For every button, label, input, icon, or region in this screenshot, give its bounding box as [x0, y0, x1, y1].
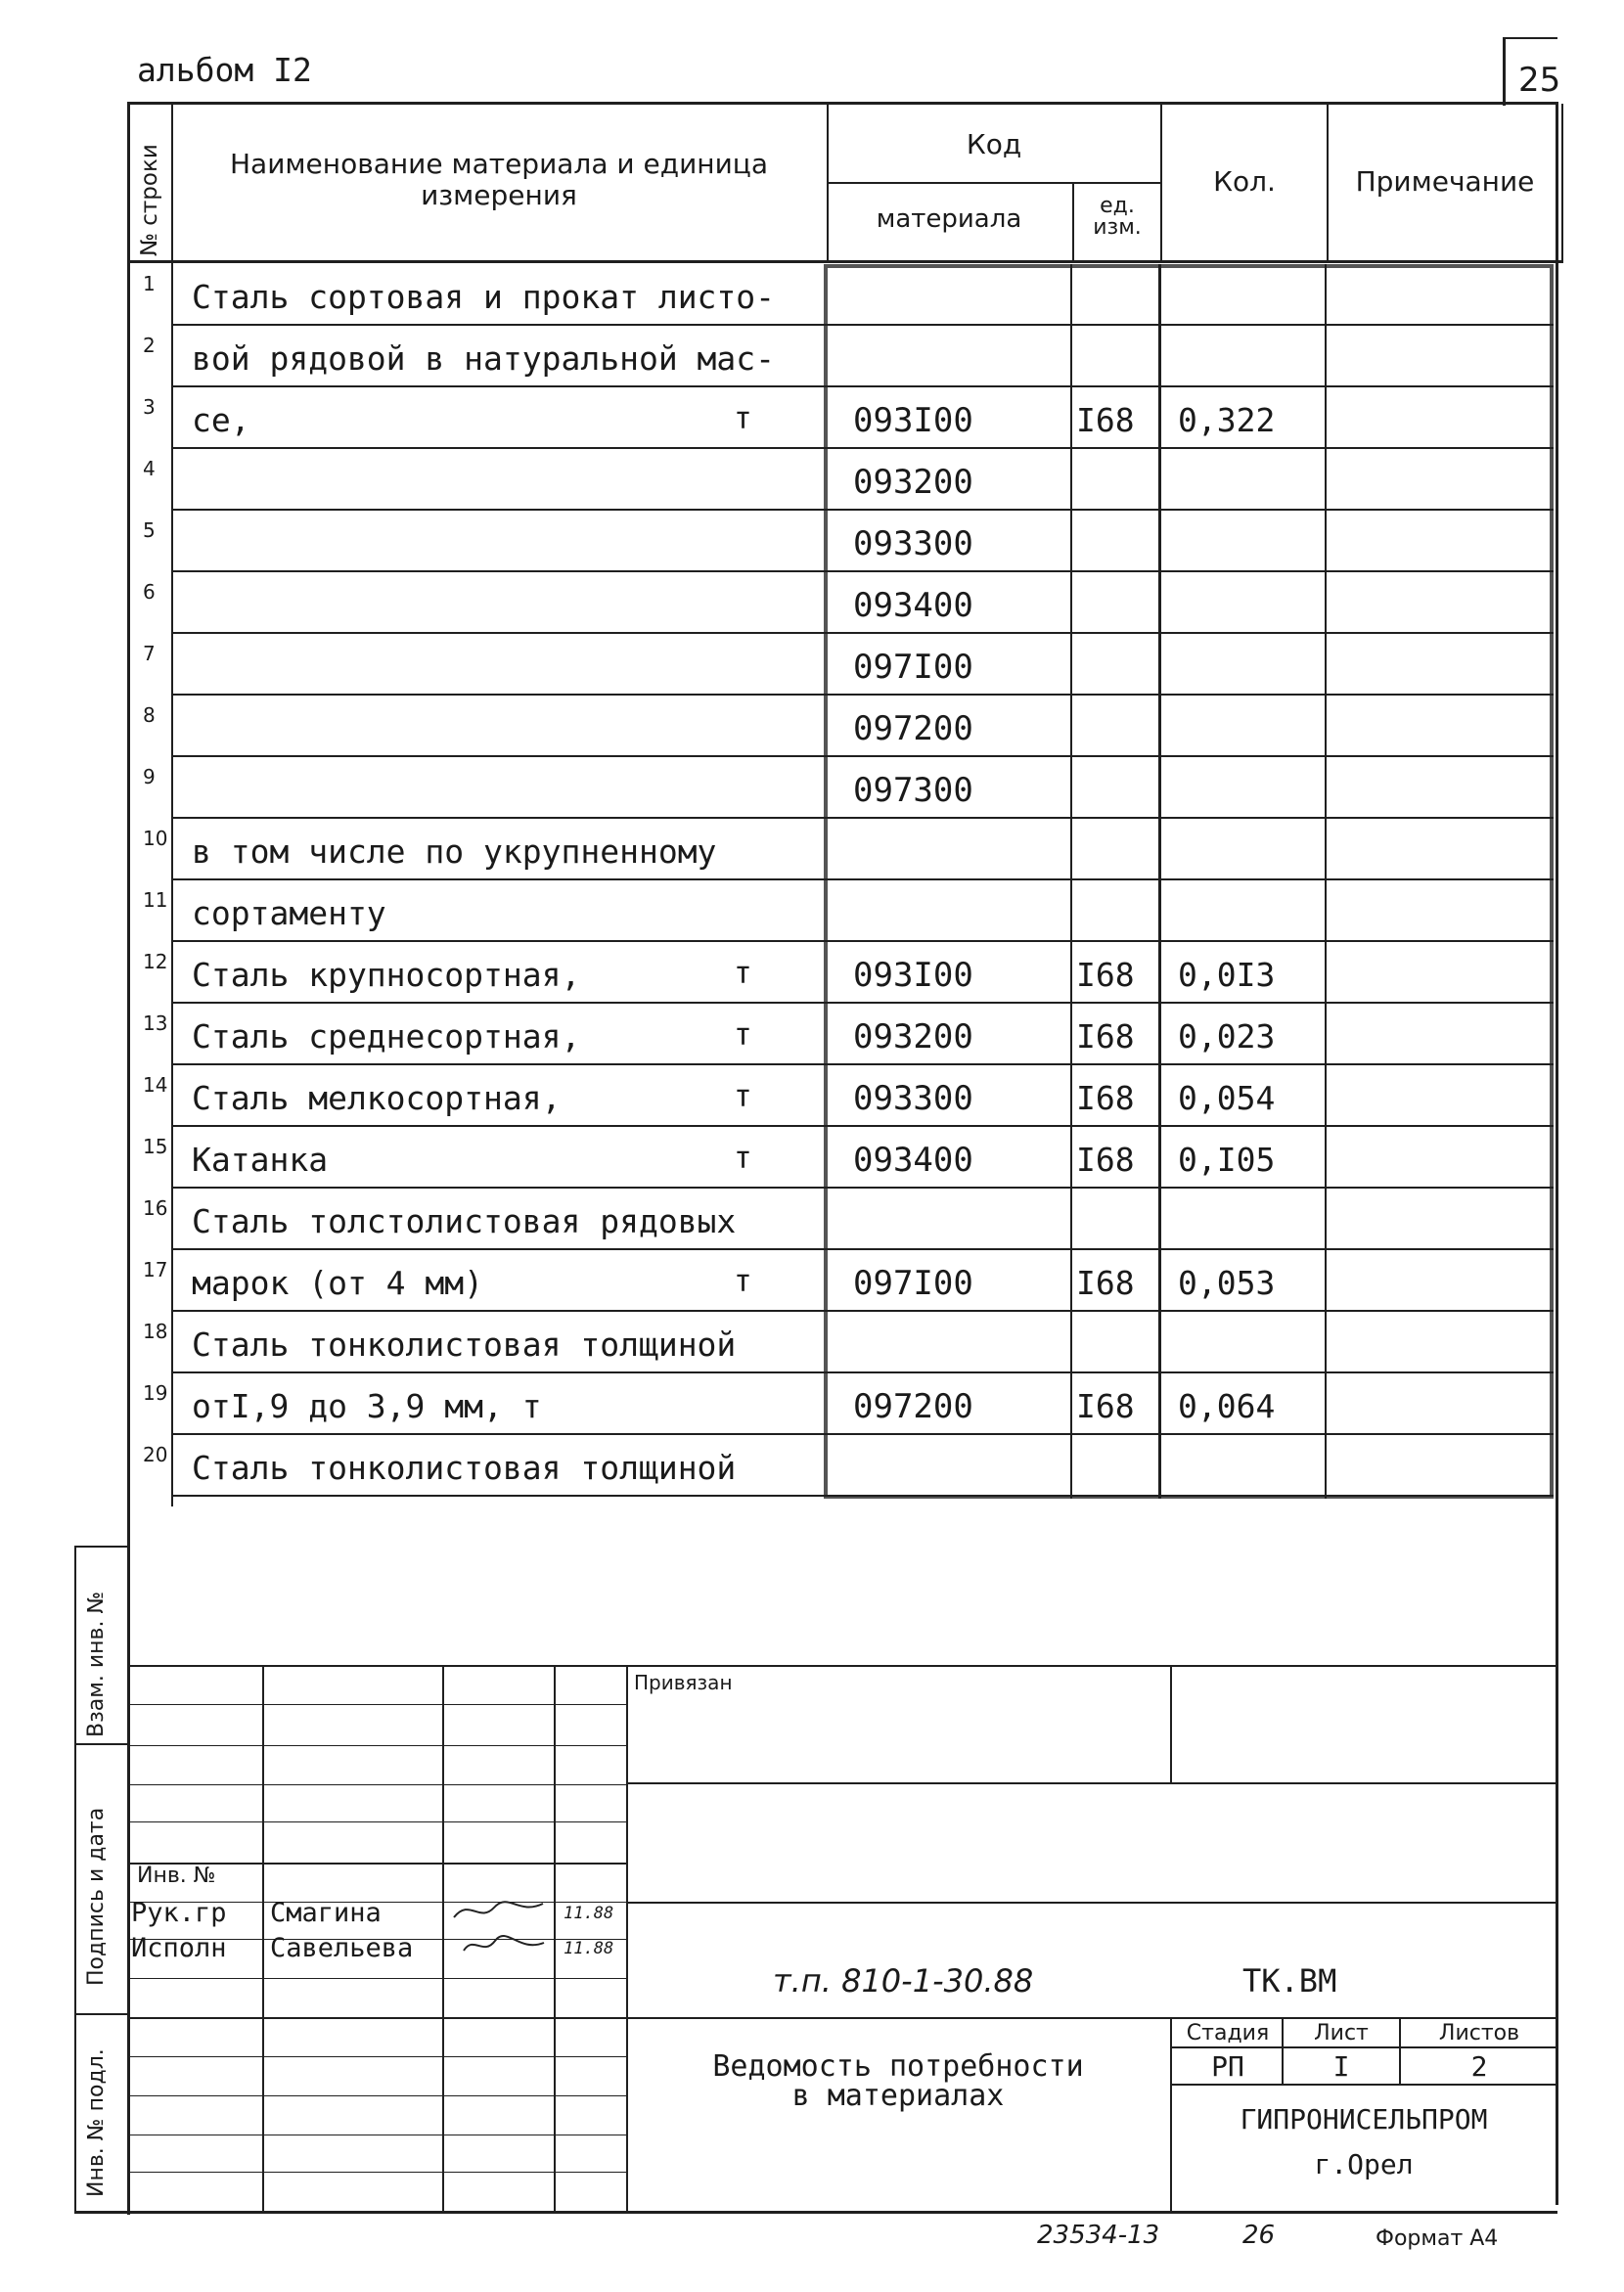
row-divider [172, 1371, 1554, 1373]
material-code: 093200 [853, 463, 973, 502]
row-number: 12 [143, 950, 168, 973]
row-divider [172, 1002, 1554, 1004]
quantity: 0,0I3 [1178, 956, 1276, 994]
quantity: 0,I05 [1178, 1141, 1276, 1179]
frame-right-line [1556, 102, 1558, 2205]
tb-line-d [129, 1784, 626, 1785]
header-unit: ед. изм. [1093, 194, 1142, 240]
side-left-line [74, 1546, 76, 2213]
document-title: Ведомость потребности в материалах [712, 2049, 1084, 2113]
isp-name: Савельева [270, 1933, 414, 1963]
unit: т [734, 1079, 752, 1114]
tb-line-e [129, 1821, 626, 1822]
ruk-name: Смагина [270, 1898, 382, 1928]
tb-line-j [129, 1978, 626, 1979]
side-top-line [74, 1546, 129, 1548]
row-divider [172, 878, 1554, 880]
album-label: альбом I2 [137, 51, 312, 89]
side-label-vzam: Взам. инв. № [84, 1591, 109, 1737]
tb-v3 [554, 1665, 556, 2213]
row-divider [172, 1495, 1554, 1497]
material-name: Сталь тонколистовая толщиной [192, 1449, 737, 1487]
unit-code: I68 [1076, 1387, 1135, 1425]
isp-label: Исполн [131, 1933, 227, 1963]
row-divider [172, 1310, 1554, 1312]
row-divider [172, 1248, 1554, 1250]
material-name: Сталь мелкосортная, [192, 1079, 562, 1117]
isp-signature-icon [460, 1931, 548, 1964]
row-number: 4 [143, 457, 156, 480]
tb-line-a [129, 1704, 626, 1705]
material-code: 097I00 [853, 648, 973, 687]
sheet-value: I [1332, 2050, 1350, 2083]
tb-v2 [442, 1665, 444, 2213]
row-number: 9 [143, 765, 156, 788]
side-label-podpis: Подпись и дата [84, 1807, 109, 1986]
material-code: 093300 [853, 1079, 973, 1118]
side-sep-1 [74, 1743, 129, 1745]
unit: т [734, 401, 752, 436]
tb-v5 [1170, 1665, 1172, 1782]
quantity: 0,054 [1178, 1079, 1276, 1117]
material-code: 093200 [853, 1017, 973, 1056]
material-name: Катанка [192, 1141, 329, 1179]
row-number: 5 [143, 518, 156, 542]
body-line-unit [1070, 264, 1072, 1499]
tb-line-o [129, 2172, 626, 2173]
row-divider [172, 755, 1554, 757]
format-label: Формат А4 [1376, 2226, 1499, 2251]
row-divider [172, 632, 1554, 634]
row-number: 20 [143, 1443, 168, 1466]
col-line-rownum [171, 104, 173, 1506]
row-divider [172, 1187, 1554, 1189]
header-bottom-line [127, 260, 1563, 263]
material-name: Сталь сортовая и прокат листо- [192, 278, 776, 316]
page-box-top [1503, 37, 1557, 39]
tb-line-m [129, 2095, 626, 2096]
row-divider [172, 570, 1554, 572]
page-number: 25 [1518, 61, 1561, 100]
quantity: 0,053 [1178, 1264, 1276, 1302]
tb-line-g [626, 1902, 1557, 1904]
side-sep-2 [74, 2013, 129, 2015]
tb-line-c [626, 1782, 1557, 1784]
material-name: Сталь крупносортная, [192, 956, 581, 994]
stage-label: Стадия [1186, 2021, 1270, 2045]
material-name: в том числе по укрупненному [192, 832, 717, 871]
isp-date: 11.88 [564, 1939, 614, 1958]
material-code: 097200 [853, 1387, 973, 1426]
material-code: 093I00 [853, 956, 973, 995]
row-number: 1 [143, 272, 156, 295]
row-divider [172, 940, 1554, 942]
row-divider [172, 817, 1554, 819]
row-number: 13 [143, 1011, 168, 1035]
frame-bottom-line [74, 2211, 1557, 2214]
header-material: материала [876, 204, 1022, 234]
header-row-no: № строки [137, 144, 162, 256]
header-code: Код [966, 128, 1022, 160]
mark: ТК.ВМ [1242, 1962, 1337, 2000]
row-divider [172, 1125, 1554, 1127]
row-divider [172, 447, 1554, 449]
inv-no-label: Инв. № [137, 1864, 216, 1888]
row-number: 17 [143, 1258, 168, 1281]
designation: т.п. 810-1-30.88 [773, 1962, 1034, 2000]
stage-value: РП [1211, 2050, 1244, 2083]
row-number: 2 [143, 334, 156, 357]
sheets-value: 2 [1470, 2050, 1488, 2083]
material-name: отI,9 до 3,9 мм, т [192, 1387, 542, 1425]
unit: т [734, 956, 752, 991]
sheets-label: Листов [1438, 2021, 1520, 2045]
tb-line-k [129, 2017, 1557, 2019]
row-number: 11 [143, 888, 168, 912]
material-name: Сталь среднесортная, [192, 1017, 581, 1056]
unit: т [734, 1264, 752, 1299]
material-code: 093400 [853, 1141, 973, 1180]
row-number: 18 [143, 1320, 168, 1343]
city: г.Орел [1314, 2148, 1414, 2180]
unit: т [734, 1141, 752, 1176]
footer-page: 26 [1242, 2221, 1276, 2250]
material-name: марок (от 4 мм) [192, 1264, 484, 1302]
header-name: Наименование материала и единица измерения [230, 148, 768, 211]
unit-code: I68 [1076, 1017, 1135, 1056]
body-thick-frame [824, 264, 1554, 1499]
body-line-note [1325, 264, 1327, 1499]
material-name: се, [192, 401, 250, 439]
row-divider [172, 694, 1554, 696]
col-line-right [1561, 104, 1563, 260]
frame-left-line [127, 102, 130, 2215]
material-name: Сталь толстолистовая рядовых [192, 1202, 737, 1240]
row-divider [172, 1063, 1554, 1065]
material-code: 093400 [853, 586, 973, 625]
material-code: 097200 [853, 709, 973, 748]
unit-code: I68 [1076, 1264, 1135, 1302]
tb-line-stage [1170, 2046, 1557, 2048]
ruk-signature-icon [450, 1896, 548, 1932]
quantity: 0,023 [1178, 1017, 1276, 1056]
material-code: 097I00 [853, 1264, 973, 1303]
tb-line-top [129, 1665, 1557, 1667]
row-number: 8 [143, 703, 156, 727]
unit-code: I68 [1076, 401, 1135, 439]
footer-number: 23534-13 [1037, 2221, 1160, 2250]
row-number: 16 [143, 1196, 168, 1220]
tb-line-b [129, 1745, 626, 1746]
ruk-date: 11.88 [564, 1904, 614, 1923]
material-name: вой рядовой в натуральной мас- [192, 339, 776, 378]
unit-code: I68 [1076, 1079, 1135, 1117]
unit-code: I68 [1076, 1141, 1135, 1179]
quantity: 0,064 [1178, 1387, 1276, 1425]
material-name: Сталь тонколистовая толщиной [192, 1326, 737, 1364]
material-code: 093300 [853, 524, 973, 563]
row-divider [172, 509, 1554, 511]
header-qty: Кол. [1213, 165, 1276, 198]
row-divider [172, 385, 1554, 387]
ruk-label: Рук.гр [131, 1898, 227, 1928]
row-number: 14 [143, 1073, 168, 1097]
row-number: 10 [143, 827, 168, 850]
frame-top-line [127, 102, 1557, 105]
sheet-label: Лист [1314, 2021, 1369, 2045]
row-number: 3 [143, 395, 156, 419]
row-number: 15 [143, 1135, 168, 1158]
body-line-qty [1158, 264, 1161, 1499]
unit-code: I68 [1076, 956, 1135, 994]
tb-line-stage2 [1170, 2084, 1557, 2086]
tb-line-l [129, 2056, 626, 2057]
row-number: 19 [143, 1381, 168, 1405]
page-box-left [1503, 37, 1506, 106]
header-note: Примечание [1355, 165, 1535, 198]
row-divider [172, 324, 1554, 326]
unit: т [734, 1017, 752, 1053]
material-name: сортаменту [192, 894, 386, 932]
tb-v4 [626, 1665, 628, 2213]
organization: ГИПРОНИСЕЛЬПРОМ [1240, 2103, 1488, 2135]
row-number: 7 [143, 642, 156, 665]
side-label-inv-podl: Инв. № подл. [84, 2048, 109, 2197]
quantity: 0,322 [1178, 401, 1276, 439]
tb-v1 [262, 1665, 264, 2213]
code-subheader-line [827, 182, 1161, 184]
privyazan-label: Привязан [634, 1671, 733, 1694]
row-number: 6 [143, 580, 156, 604]
material-code: 097300 [853, 771, 973, 810]
row-divider [172, 1433, 1554, 1435]
material-code: 093I00 [853, 401, 973, 440]
